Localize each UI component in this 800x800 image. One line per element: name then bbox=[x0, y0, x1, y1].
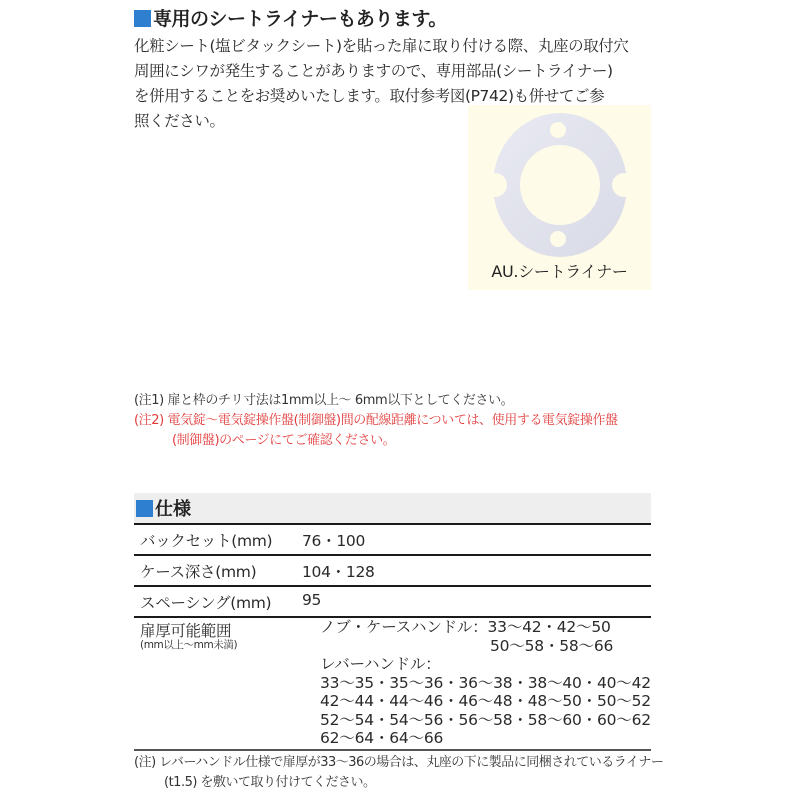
spec-value: 104・128 bbox=[302, 563, 375, 581]
spec-value: 76・100 bbox=[302, 532, 366, 550]
spec-sublabel: (mm以上～mm未満) bbox=[140, 639, 238, 651]
spec-row-spacing bbox=[134, 587, 651, 618]
range-line: レバーハンドル： bbox=[320, 655, 441, 673]
range-line: 33～35・35～36・36～38・38～40・40～42 bbox=[320, 673, 651, 692]
note-2-line1: 電気錠～電気錠操作盤(制御盤)間の配線距離については、使用する電気錠操作盤 bbox=[167, 413, 618, 428]
liner-section-title bbox=[134, 4, 447, 31]
spec-title bbox=[136, 495, 191, 521]
blue-square-icon bbox=[136, 500, 153, 517]
spec-label: ケース深さ(mm) bbox=[140, 563, 257, 581]
liner-title-text: 専用のシートライナーもあります。 bbox=[153, 8, 447, 30]
spec-value: 95 bbox=[302, 591, 322, 609]
range-line: 50～58・58～66 bbox=[490, 636, 614, 655]
liner-paragraph-line: を併用することをお奨めいたします。取付参考図(P742)も併せてご参 bbox=[134, 87, 605, 105]
spec-row-door-thickness bbox=[134, 618, 651, 751]
sheet-liner-image bbox=[468, 105, 651, 290]
image-caption: AU.シートライナー bbox=[491, 262, 628, 281]
note-2-prefix: (注2) bbox=[134, 413, 168, 428]
range-line: 52～54・54～56・56～58・58～60・60～62 bbox=[320, 710, 651, 729]
footnote-line1: (注) レバーハンドル仕様で扉厚が33～36の場合は、丸座の下に製品に同梱されているライナー bbox=[134, 755, 664, 770]
footnote-line2: (t1.5) を敷いて取り付けてください。 bbox=[164, 775, 376, 790]
note-2 bbox=[134, 411, 618, 451]
blue-square-icon bbox=[134, 10, 151, 27]
door-thickness-ranges bbox=[320, 618, 651, 748]
footnote bbox=[134, 753, 663, 793]
spec-row-case-depth bbox=[134, 556, 651, 587]
liner-paragraph-line: 化粧シート(塩ビタックシート)を貼った扉に取り付ける際、丸座の取付穴 bbox=[134, 37, 629, 55]
spec-header bbox=[134, 493, 651, 525]
range-line: ノブ・ケースハンドル：33～42・42～50 bbox=[320, 618, 611, 636]
liner-paragraph-line: 周囲にシワが発生することがありますので、専用部品(シートライナー) bbox=[134, 62, 613, 80]
liner-paragraph-line: 照ください。 bbox=[134, 112, 225, 130]
spec-row-backset bbox=[134, 525, 651, 556]
note-2-line2: (制御盤)のページにてご確認ください。 bbox=[172, 433, 396, 448]
range-line: 62～64・64～66 bbox=[320, 729, 444, 747]
spec-label: 扉厚可能範囲 bbox=[140, 622, 232, 640]
spec-label: スペーシング(mm) bbox=[140, 594, 272, 612]
note-1: (注1) 扉と枠のチリ寸法は1mm以上～ 6mm以下としてください。 bbox=[134, 393, 514, 408]
spec-title-text: 仕様 bbox=[155, 499, 191, 520]
spec-label: バックセット(mm) bbox=[140, 532, 273, 550]
range-line: 42～44・44～46・46～48・48～50・50～52 bbox=[320, 692, 651, 710]
